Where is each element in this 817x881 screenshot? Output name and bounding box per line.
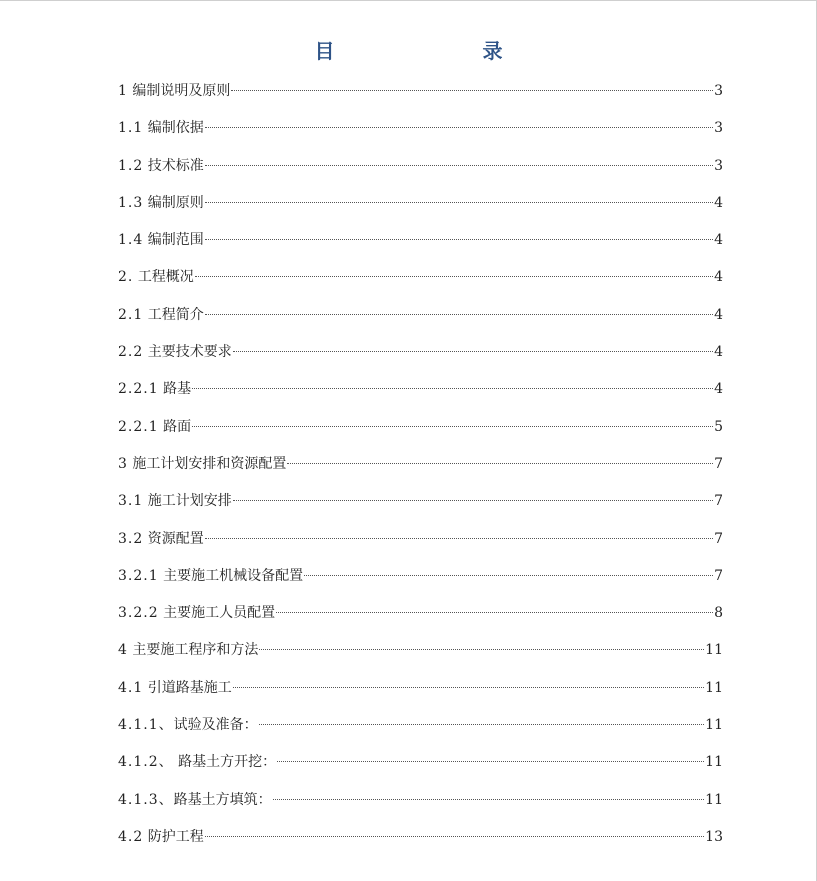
toc-entry-page: 7: [714, 530, 723, 547]
toc-entry-number: 4.1: [118, 679, 144, 696]
toc-entry[interactable]: [118, 73, 723, 110]
toc-entry[interactable]: [118, 670, 723, 707]
toc-entry[interactable]: [118, 744, 723, 781]
toc-dot-leader: [233, 351, 713, 352]
toc-entry-number: 4.1.1、: [118, 717, 174, 734]
toc-entry[interactable]: [118, 297, 723, 334]
toc-entry[interactable]: [118, 110, 723, 147]
toc-entry-number: 1.3: [118, 194, 144, 211]
toc-dot-leader: [195, 276, 713, 277]
toc-entry[interactable]: [118, 185, 723, 222]
toc-entry-page: 4: [714, 344, 723, 361]
toc-entry-number: 4.1.2、: [118, 754, 174, 771]
toc-entry-title: 路基: [163, 381, 192, 398]
toc-entry-page: 3: [714, 157, 723, 174]
toc-entry[interactable]: [118, 334, 723, 371]
toc-entry-number: 4.1.3、: [118, 791, 174, 808]
toc-entry-title: 主要技术要求: [147, 344, 232, 361]
toc-dot-leader: [273, 799, 705, 800]
toc-entry-title: 路面: [163, 418, 192, 435]
toc-entry-number: 2.: [118, 269, 134, 286]
toc-entry[interactable]: [118, 632, 723, 669]
toc-dot-leader: [287, 463, 713, 464]
toc-entry-page: 4: [714, 306, 723, 323]
toc-dot-leader: [259, 724, 705, 725]
toc-entry[interactable]: [118, 259, 723, 296]
toc-dot-leader: [231, 90, 713, 91]
toc-entry[interactable]: [118, 558, 723, 595]
toc-entry-page: 5: [714, 418, 723, 435]
toc-entry-page: 11: [705, 679, 723, 696]
toc-entry-page: 3: [714, 83, 723, 99]
toc-entry-title: 引道路基施工: [147, 679, 232, 696]
toc-entry[interactable]: [118, 521, 723, 558]
toc-entry-page: 4: [714, 269, 723, 286]
toc-entry-title: 工程概况: [137, 269, 194, 286]
toc-entry[interactable]: [118, 446, 723, 483]
toc-dot-leader: [205, 202, 713, 203]
toc-entry-page: 11: [705, 642, 723, 659]
toc-entry-number: 3: [118, 455, 128, 472]
toc-dot-leader: [259, 649, 704, 650]
toc-entry-page: 7: [714, 493, 723, 510]
toc-entry-page: 4: [714, 194, 723, 211]
toc-entry-number: 4.2: [118, 828, 144, 845]
toc-entry-number: 3.2: [118, 530, 144, 547]
toc-entry[interactable]: [118, 483, 723, 520]
toc-dot-leader: [205, 836, 704, 837]
toc-entry-title: 编制说明及原则: [132, 83, 231, 99]
toc-entry-number: 1.2: [118, 157, 144, 174]
toc-entry-page: 4: [714, 232, 723, 249]
toc-entry-title: 路基土方填筑：: [173, 791, 272, 808]
toc-entry[interactable]: [118, 595, 723, 632]
toc-entry-title: 主要施工机械设备配置: [163, 567, 304, 584]
toc-entry-page: 4: [714, 381, 723, 398]
toc-dot-leader: [192, 426, 713, 427]
toc-entry[interactable]: [118, 222, 723, 259]
toc-entry-number: 4: [118, 642, 128, 659]
toc-entry-number: 1.1: [118, 120, 144, 137]
toc-entry-number: 3.2.1: [118, 567, 159, 584]
toc-entry-page: 8: [714, 605, 723, 622]
toc-entry[interactable]: [118, 819, 723, 856]
toc-entry-title: 工程简介: [147, 306, 204, 323]
toc-dot-leader: [205, 538, 713, 539]
toc-entry-number: 1: [118, 83, 128, 99]
toc-entry-page: 11: [705, 717, 723, 734]
toc-entry-title: 编制范围: [147, 232, 204, 249]
toc-entry-title: 防护工程: [147, 828, 204, 845]
toc-entry-page: 3: [714, 120, 723, 137]
toc-dot-leader: [205, 165, 713, 166]
toc-entry-title: 编制依据: [147, 120, 204, 137]
toc-entry-number: 2.1: [118, 306, 144, 323]
toc-entry-number: 3.2.2: [118, 605, 159, 622]
toc-dot-leader: [205, 127, 713, 128]
toc-entry-page: 7: [714, 567, 723, 584]
toc-dot-leader: [192, 388, 713, 389]
toc-entry-number: 3.1: [118, 493, 144, 510]
toc-dot-leader: [233, 500, 713, 501]
toc-entry-number: 1.4: [118, 232, 144, 249]
toc-title: 目 录: [314, 39, 539, 63]
toc-dot-leader: [233, 687, 704, 688]
toc-dot-leader: [205, 314, 713, 315]
toc-entry-number: 2.2.1: [118, 418, 159, 435]
toc-entry-title: 路基土方开挖：: [178, 754, 277, 771]
toc-entry-title: 施工计划安排: [147, 493, 232, 510]
toc-list: [118, 73, 723, 856]
toc-entry-number: 2.2: [118, 344, 144, 361]
toc-entry-page: 11: [705, 754, 723, 771]
toc-entry-title: 主要施工人员配置: [163, 605, 276, 622]
toc-dot-leader: [276, 612, 713, 613]
toc-entry-title: 施工计划安排和资源配置: [132, 455, 287, 472]
toc-entry[interactable]: [118, 409, 723, 446]
toc-entry[interactable]: [118, 707, 723, 744]
toc-entry[interactable]: [118, 148, 723, 185]
toc-entry-title: 主要施工程序和方法: [132, 642, 259, 659]
toc-entry-page: 7: [714, 455, 723, 472]
toc-dot-leader: [304, 575, 713, 576]
toc-entry-title: 编制原则: [147, 194, 204, 211]
toc-entry-title: 资源配置: [147, 530, 204, 547]
toc-entry-page: 13: [705, 828, 723, 845]
toc-entry-number: 2.2.1: [118, 381, 159, 398]
toc-entry-page: 11: [705, 791, 723, 808]
toc-entry-title: 技术标准: [147, 157, 204, 174]
toc-dot-leader: [205, 239, 713, 240]
toc-entry-title: 试验及准备：: [173, 717, 258, 734]
toc-entry[interactable]: [118, 782, 723, 819]
toc-entry[interactable]: [118, 371, 723, 408]
toc-dot-leader: [277, 761, 704, 762]
